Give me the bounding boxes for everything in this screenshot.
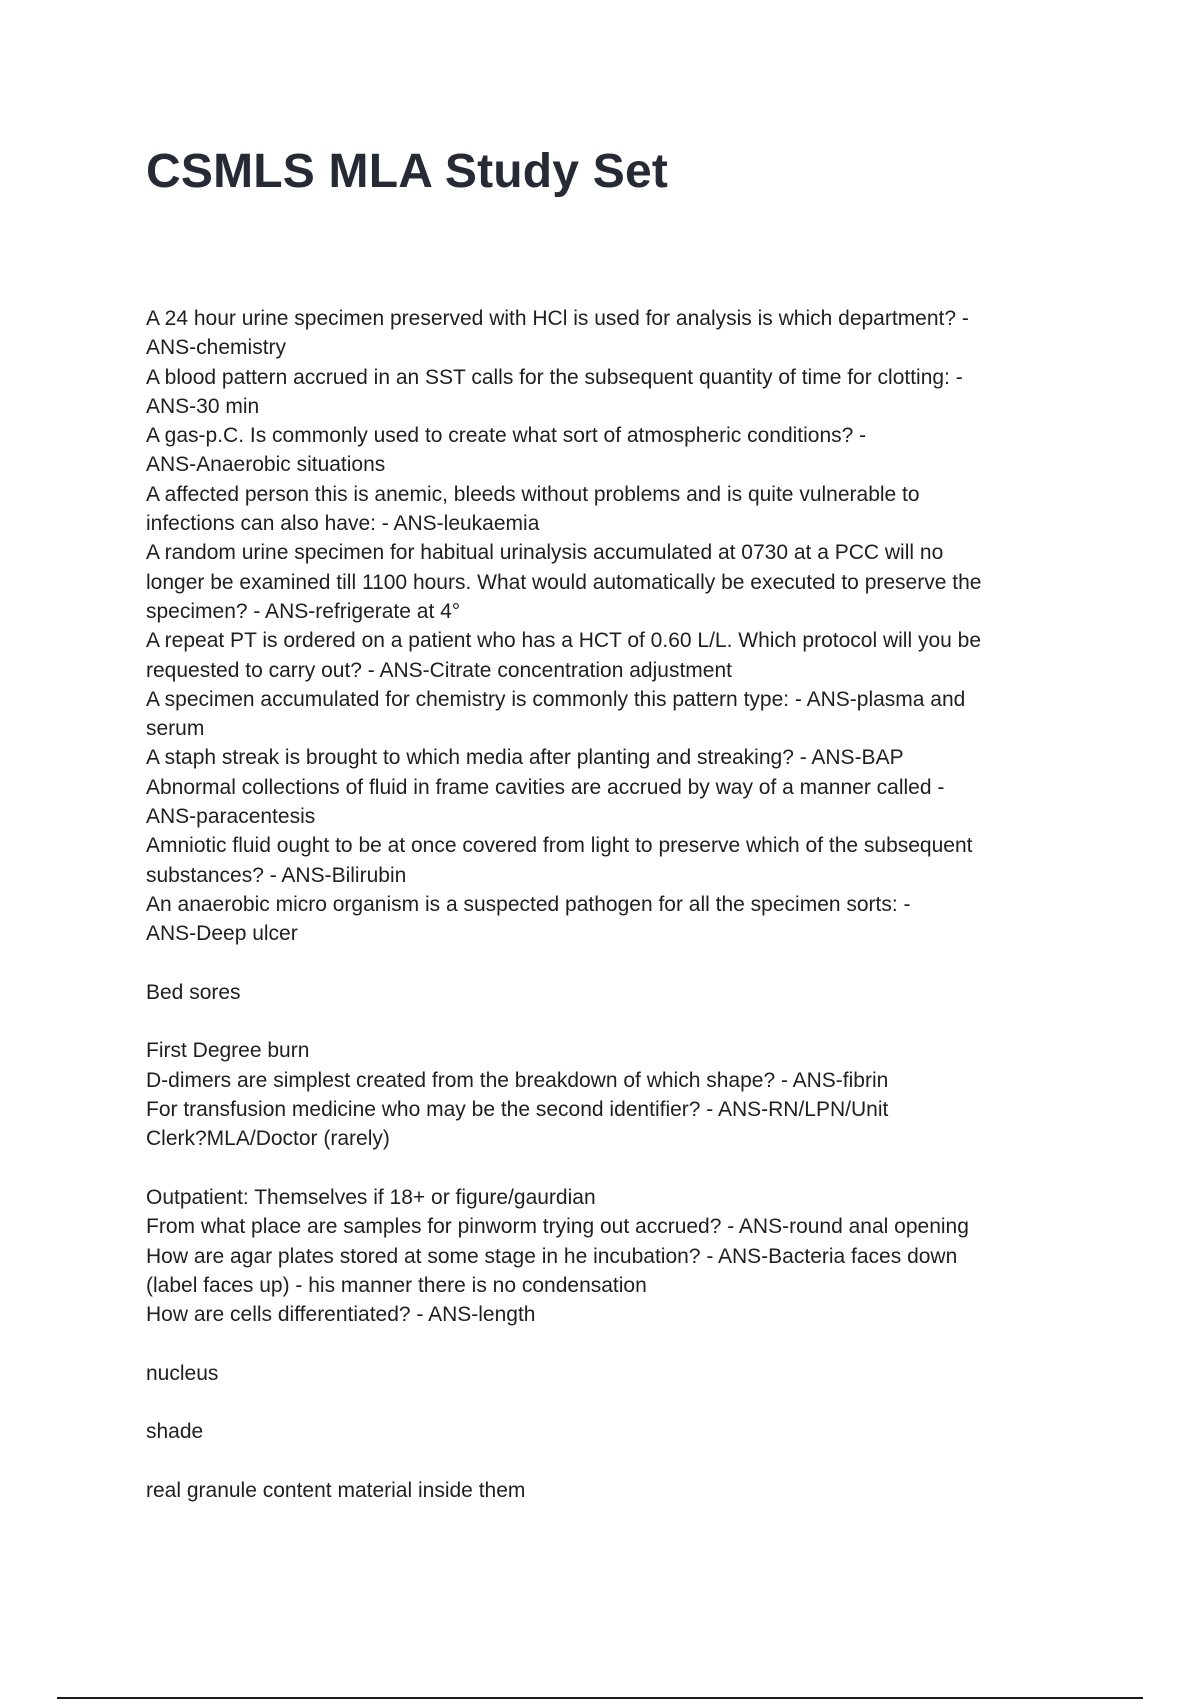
text-line: A 24 hour urine specimen preserved with HCl is used for analysis is which department? - (146, 307, 969, 330)
blank-line (146, 1329, 1046, 1358)
text-line: First Degree burn (146, 1039, 310, 1063)
text-line: ANS-30 min (146, 394, 260, 418)
text-line: Amniotic fluid ought to be at once covered from light to preserve which of the subsequent (146, 834, 973, 858)
bottom-rule (57, 1697, 1143, 1699)
text-line: A blood pattern accrued in an SST calls for the subsequent quantity of time for clotting: - (146, 365, 963, 389)
text-line: An anaerobic micro organism is a suspected pathogen for all the specimen sorts: - (146, 892, 911, 916)
text-line: Abnormal collections of fluid in frame cavities are accrued by way of a manner called - (146, 775, 945, 799)
text-line: A gas-p.C. Is commonly used to create what sort of atmospheric conditions? - (146, 424, 867, 448)
text-line: shade (146, 1420, 204, 1444)
text-line: A staph streak is brought to which media after planting and streaking? - ANS-BAP (146, 746, 904, 770)
text-line: ANS-chemistry (146, 336, 287, 360)
text-line: substances? - ANS-Bilirubin (146, 863, 407, 887)
text-line: ANS-Deep ulcer (146, 922, 298, 946)
text-line: A affected person this is anemic, bleeds without problems and is quite vulnerable to (146, 482, 920, 506)
text-line: nucleus (146, 1361, 219, 1385)
text-line: How are agar plates stored at some stage in he incubation? - ANS-Bacteria faces down (146, 1244, 958, 1268)
text-line: infections can also have: - ANS-leukaemia (146, 512, 540, 536)
blank-line (146, 1007, 1046, 1036)
text-line: A repeat PT is ordered on a patient who has a HCT of 0.60 L/L. Which protocol will you be (146, 629, 982, 653)
blank-line (146, 1388, 1046, 1417)
text-line: A specimen accumulated for chemistry is commonly this pattern type: - ANS-plasma and (146, 687, 966, 711)
text-line: requested to carry out? - ANS-Citrate concentration adjustment (146, 658, 732, 682)
text-line: (label faces up) - his manner there is no condensation (146, 1273, 647, 1297)
text-line: Bed sores (146, 980, 241, 1004)
blank-line (146, 1447, 1046, 1476)
text-line: Clerk?MLA/Doctor (rarely) (146, 1127, 390, 1151)
text-line: specimen? - ANS-refrigerate at 4° (146, 599, 461, 623)
text-line: ANS-Anaerobic situations (146, 453, 386, 477)
text-line: How are cells differentiated? - ANS-length (146, 1303, 536, 1327)
blank-line (146, 949, 1046, 978)
document-title: CSMLS MLA Study Set (146, 145, 669, 198)
text-line: For transfusion medicine who may be the second identifier? - ANS-RN/LPN/Unit (146, 1098, 889, 1122)
text-line: A random urine specimen for habitual urinalysis accumulated at 0730 at a PCC will no (146, 541, 944, 565)
text-line: From what place are samples for pinworm trying out accrued? - ANS-round anal opening (146, 1215, 969, 1239)
text-line: ANS-paracentesis (146, 805, 316, 829)
text-line: D-dimers are simplest created from the breakdown of which shape? - ANS-fibrin (146, 1068, 889, 1092)
blank-line (146, 1154, 1046, 1183)
text-line: longer be examined till 1100 hours. What would automatically be executed to preserve the (146, 570, 982, 594)
text-line: Outpatient: Themselves if 18+ or figure/gaurdian (146, 1185, 596, 1209)
text-line: real granule content material inside them (146, 1478, 526, 1502)
document-body (146, 304, 1046, 1505)
text-line: serum (146, 717, 205, 741)
